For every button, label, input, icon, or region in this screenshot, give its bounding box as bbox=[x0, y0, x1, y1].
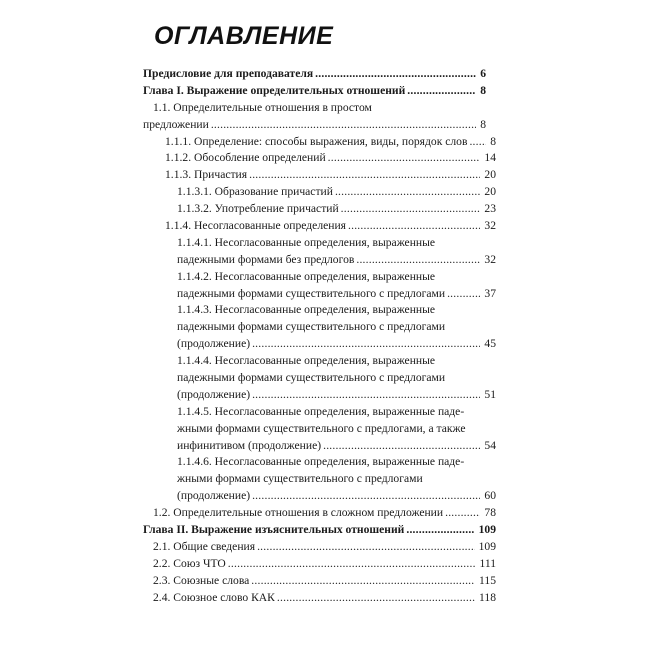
toc-leader-dots bbox=[252, 336, 480, 353]
toc-leader-dots bbox=[469, 134, 486, 151]
toc-entry-page-number: 32 bbox=[484, 219, 496, 233]
toc-entry[interactable] bbox=[143, 167, 496, 184]
toc-entry-page-number: 8 bbox=[490, 134, 496, 148]
toc-entry-title: 2.4. Союзное слово КАК bbox=[153, 590, 275, 604]
toc-entry-page-number: 23 bbox=[484, 202, 496, 216]
toc-entry[interactable] bbox=[143, 66, 496, 83]
toc-entry-title: 1.1.3. Причастия bbox=[165, 168, 248, 182]
toc-leader-dots bbox=[445, 505, 480, 522]
toc-leader-dots bbox=[251, 573, 475, 590]
toc-leader-dots bbox=[257, 539, 475, 556]
toc-leader-dots bbox=[328, 150, 481, 167]
toc-entry-page-number: 60 bbox=[484, 489, 496, 503]
toc-entry[interactable] bbox=[143, 302, 496, 319]
toc-leader-dots bbox=[356, 252, 480, 269]
toc-entry-title: 2.2. Союз ЧТО bbox=[153, 556, 226, 570]
toc-entry[interactable] bbox=[143, 539, 496, 556]
toc-entry[interactable] bbox=[143, 522, 496, 539]
toc-leader-dots bbox=[252, 488, 480, 505]
toc-entry-title: 1.2. Определительные отношения в сложном предложении bbox=[153, 506, 444, 520]
toc-leader-dots bbox=[341, 201, 481, 218]
toc-leader-dots bbox=[211, 117, 476, 134]
toc-entry[interactable] bbox=[143, 573, 496, 590]
toc-entry-title: 2.3. Союзные слова bbox=[153, 573, 250, 587]
toc-entry-title: 1.1.4.4. Несогласованные определения, выраженные bbox=[177, 354, 436, 368]
toc-entry[interactable] bbox=[143, 471, 496, 488]
toc-leader-dots bbox=[249, 167, 480, 184]
toc-entry-title: 1.1.1. Определение: способы выражения, виды, порядок слов bbox=[165, 134, 468, 148]
toc-entry-title: падежными формами существительного с предлогами bbox=[177, 286, 446, 300]
toc-entry-page-number: 115 bbox=[479, 573, 496, 587]
toc-entry[interactable] bbox=[143, 556, 496, 573]
toc-entry[interactable] bbox=[143, 201, 496, 218]
toc-entry-page-number: 45 bbox=[484, 337, 496, 351]
toc-entry[interactable] bbox=[143, 117, 496, 134]
toc-entry-title: 1.1.4. Несогласованные определения bbox=[165, 219, 346, 233]
toc-entry-title: Глава I. Выражение определительных отношений bbox=[143, 83, 406, 97]
toc-entry[interactable] bbox=[143, 134, 496, 151]
toc-entry[interactable] bbox=[143, 404, 496, 421]
toc-entry[interactable] bbox=[143, 336, 496, 353]
toc-entry-page-number: 8 bbox=[480, 83, 486, 97]
toc-entry[interactable] bbox=[143, 286, 496, 303]
toc-leader-dots bbox=[406, 522, 474, 539]
toc-entry-page-number: 109 bbox=[478, 523, 496, 537]
toc-entry-title: падежными формами существительного с предлогами bbox=[177, 320, 446, 334]
toc-entry-page-number: 20 bbox=[484, 168, 496, 182]
toc-entry[interactable] bbox=[143, 83, 496, 100]
toc-entry-title: 1.1.4.2. Несогласованные определения, выраженные bbox=[177, 269, 436, 283]
toc-entry[interactable] bbox=[143, 252, 496, 269]
toc-entry[interactable] bbox=[143, 235, 496, 252]
toc-entry-page-number: 109 bbox=[478, 539, 496, 553]
toc-entry[interactable] bbox=[143, 488, 496, 505]
toc-entry[interactable] bbox=[143, 353, 496, 370]
toc-entry-page-number: 6 bbox=[480, 67, 486, 80]
toc-entry[interactable] bbox=[143, 370, 496, 387]
toc-entry-title: 1.1.3.2. Употребление причастий bbox=[177, 202, 339, 216]
toc-entry-title: предложении bbox=[143, 117, 209, 131]
toc-entry[interactable] bbox=[143, 421, 496, 438]
toc-entry-title: (продолжение) bbox=[177, 337, 251, 351]
toc-entry-title: 1.1.4.1. Несогласованные определения, выраженные bbox=[177, 235, 436, 249]
toc-entry[interactable] bbox=[143, 184, 496, 201]
toc-leader-dots bbox=[335, 184, 480, 201]
toc-entry-page-number: 14 bbox=[484, 151, 496, 165]
toc-entry[interactable] bbox=[143, 218, 496, 235]
toc-entry-page-number: 78 bbox=[484, 506, 496, 520]
toc-entry-title: 1.1.4.5. Несогласованные определения, выраженные паде- bbox=[177, 404, 465, 418]
toc-entry[interactable] bbox=[143, 590, 496, 607]
toc-leader-dots bbox=[315, 66, 476, 83]
toc-entry-title: (продолжение) bbox=[177, 387, 251, 401]
toc-entry-title: 1.1. Определительные отношения в простом bbox=[153, 100, 372, 114]
page-title: ОГЛАВЛЕНИЕ bbox=[154, 22, 334, 50]
toc-entry-page-number: 51 bbox=[484, 387, 496, 401]
toc-entry-title: 1.1.2. Обособление определений bbox=[165, 151, 326, 165]
toc-entry-title: Предисловие для преподавателя bbox=[143, 67, 314, 80]
toc-leader-dots bbox=[407, 83, 476, 100]
toc-entry-page-number: 111 bbox=[479, 556, 496, 570]
toc-entry-title: падежными формами без предлогов bbox=[177, 252, 355, 266]
toc-entry[interactable] bbox=[143, 319, 496, 336]
toc-entry-title: инфинитивом (продолжение) bbox=[177, 438, 322, 452]
toc-entry[interactable] bbox=[143, 150, 496, 167]
toc-entry-title: 1.1.4.6. Несогласованные определения, выраженные паде- bbox=[177, 455, 465, 469]
toc-entry-title: жными формами существительного с предлогами, а также bbox=[177, 421, 466, 435]
toc-entry[interactable] bbox=[143, 438, 496, 455]
toc-entry-page-number: 54 bbox=[484, 438, 496, 452]
toc-leader-dots bbox=[447, 286, 480, 303]
toc-entry-page-number: 37 bbox=[484, 286, 496, 300]
toc-leader-dots bbox=[228, 556, 476, 573]
toc-entry-title: Глава II. Выражение изъяснительных отношений bbox=[143, 523, 405, 537]
toc-entry-title: жными формами существительного с предлогами bbox=[177, 472, 423, 486]
table-of-contents bbox=[143, 66, 496, 607]
toc-entry-page-number: 8 bbox=[480, 117, 486, 131]
toc-entry[interactable] bbox=[143, 387, 496, 404]
toc-entry[interactable] bbox=[143, 100, 496, 117]
toc-entry-page-number: 118 bbox=[479, 590, 496, 604]
toc-entry-page-number: 20 bbox=[484, 185, 496, 199]
toc-entry-title: 1.1.4.3. Несогласованные определения, выраженные bbox=[177, 303, 436, 317]
toc-leader-dots bbox=[252, 387, 480, 404]
toc-entry-title: 2.1. Общие сведения bbox=[153, 539, 256, 553]
toc-entry-title: падежными формами существительного с предлогами bbox=[177, 371, 446, 385]
toc-entry-page-number: 32 bbox=[484, 252, 496, 266]
toc-entry[interactable] bbox=[143, 269, 496, 286]
toc-leader-dots bbox=[323, 438, 480, 455]
toc-leader-dots bbox=[277, 590, 475, 607]
toc-entry-title: (продолжение) bbox=[177, 489, 251, 503]
toc-entry-title: 1.1.3.1. Образование причастий bbox=[177, 185, 333, 199]
toc-entry[interactable] bbox=[143, 505, 496, 522]
toc-entry[interactable] bbox=[143, 454, 496, 471]
toc-leader-dots bbox=[348, 218, 480, 235]
